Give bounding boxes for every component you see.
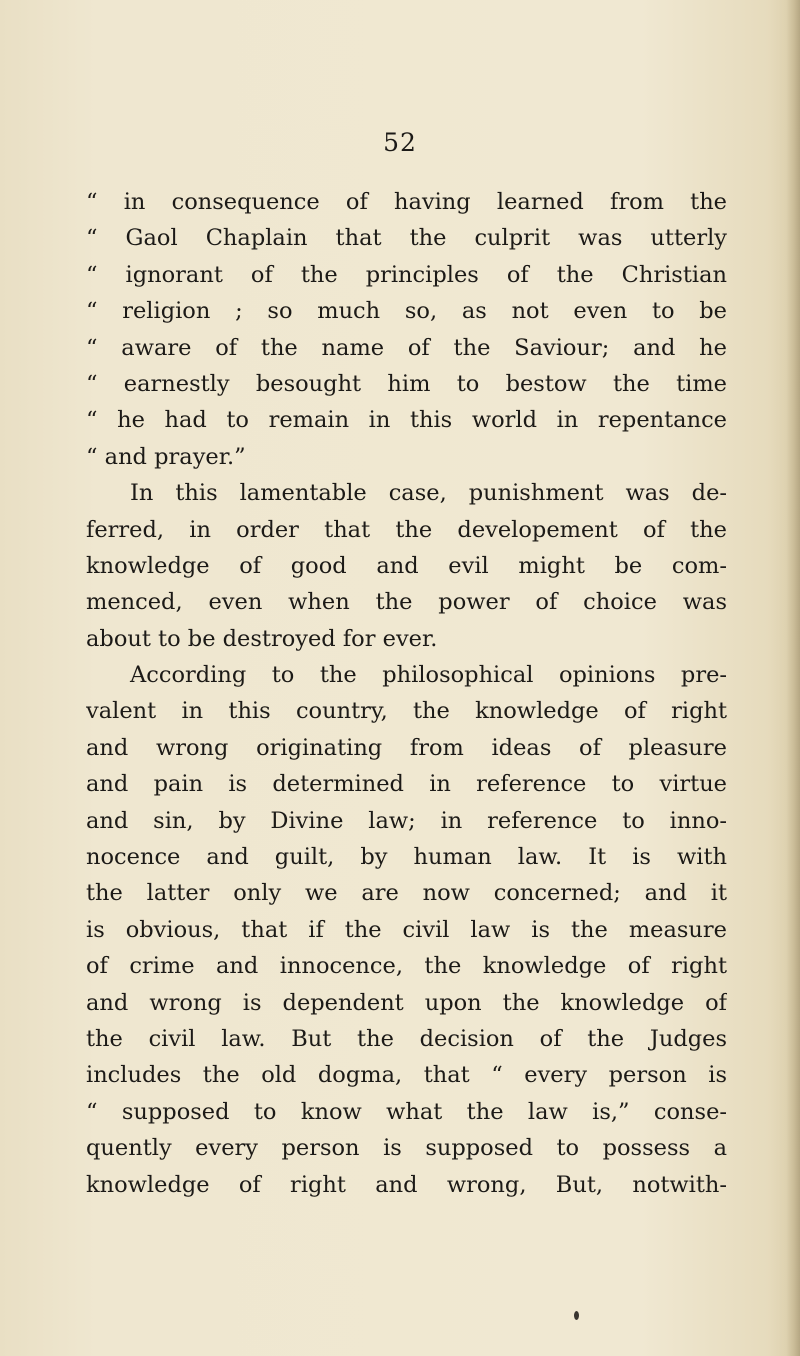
text-line: “ he had to remain in this world in repentance [86, 407, 727, 434]
text-line: “ religion ; so much so, as not even to be [86, 298, 727, 325]
text-line: about to be destroyed for ever. [86, 625, 438, 652]
text-line: is obvious, that if the civil law is the measure [86, 916, 727, 943]
text-line: “ in consequence of having learned from the [86, 189, 727, 215]
text-line: the civil law. But the decision of the Judges [86, 1025, 727, 1052]
text-line: “ supposed to know what the law is,” conse- [86, 1098, 727, 1125]
text-line: and pain is determined in reference to virtue [86, 771, 727, 798]
text-line: nocence and guilt, by human law. It is with [86, 844, 727, 871]
page-number: 52 [383, 128, 417, 157]
text-line: menced, even when the power of choice was [86, 589, 727, 616]
text-line: knowledge of good and evil might be com- [86, 552, 727, 579]
text-line: the latter only we are now concerned; and it [86, 880, 727, 907]
text-line: and sin, by Divine law; in reference to inno- [86, 807, 727, 834]
text-line: ferred, in order that the developement of the [86, 516, 727, 543]
text-line: valent in this country, the knowledge of right [86, 698, 727, 725]
text-line: quently every person is supposed to possess a [86, 1135, 727, 1162]
text-line: and wrong originating from ideas of pleasure [86, 734, 727, 761]
text-line: “ and prayer.” [86, 443, 246, 470]
text-line: “ aware of the name of the Saviour; and he [86, 334, 727, 361]
text-line: includes the old dogma, that “ every person is [86, 1062, 727, 1089]
text-line: and wrong is dependent upon the knowledge of [86, 989, 727, 1016]
text-line: “ ignorant of the principles of the Christian [86, 261, 727, 288]
text-line: knowledge of right and wrong, But, notwith- [86, 1171, 727, 1198]
body-text [86, 184, 727, 1203]
text-line: “ earnestly besought him to bestow the time [86, 370, 727, 397]
page-edge-shadow [786, 0, 800, 1356]
paragraph-start-line: In this lamentable case, punishment was de- [130, 480, 727, 507]
text-line: of crime and innocence, the knowledge of right [86, 953, 727, 980]
paragraph-start-line: According to the philosophical opinions pre- [130, 662, 727, 689]
text-line: “ Gaol Chaplain that the culprit was utterly [86, 225, 727, 252]
ink-speck [574, 1311, 579, 1320]
